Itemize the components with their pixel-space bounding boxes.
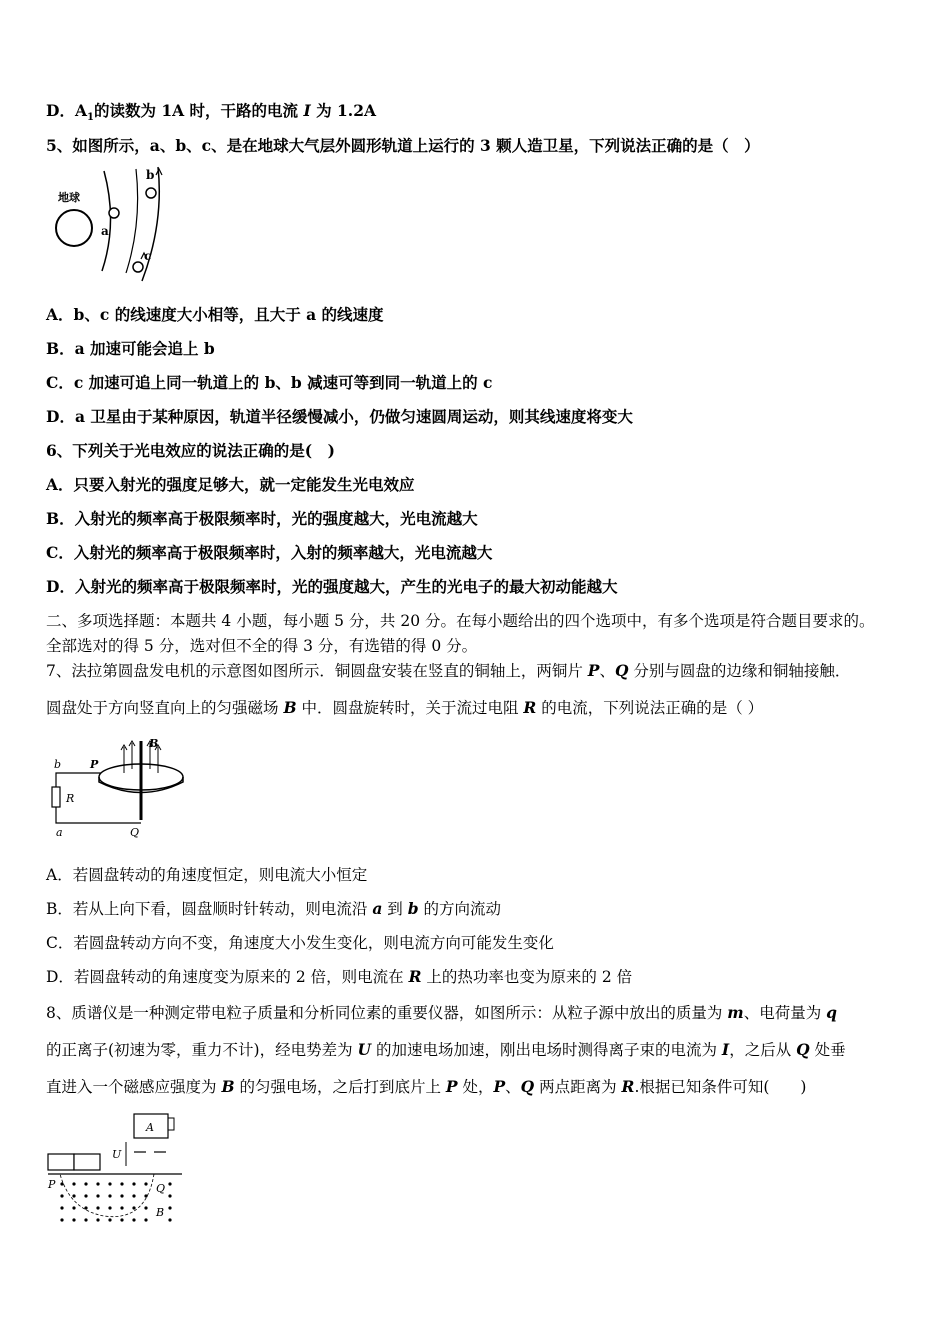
label-a: a (101, 224, 109, 238)
label-U: U (112, 1148, 122, 1161)
q5-option-a: A．b、c 的线速度大小相等，且大于 a 的线速度 (46, 305, 384, 324)
q8-mass-spectrometer-figure (46, 1110, 186, 1225)
q8-stem-line2: 的正离子(初速为零，重力不计)，经电势差为 U 的加速电场加速，刚出电场时测得离子束的电流为 I，之后从 Q 处垂 (46, 1040, 846, 1059)
q5-option-b: B．a 加速可能会追上 b (46, 339, 215, 358)
q5-option-d: D．a 卫星由于某种原因，轨道半径缓慢减小，仍做匀速圆周运动，则其线速度将变大 (46, 407, 633, 426)
label-a: a (56, 826, 63, 839)
label-B: B (156, 1206, 165, 1219)
q6-option-c: C．入射光的频率高于极限频率时，入射的频率越大，光电流越大 (46, 543, 493, 562)
q7-disk-generator-figure (46, 735, 196, 840)
label-Q: Q (130, 826, 140, 839)
q6-option-b: B．入射光的频率高于极限频率时，光的强度越大，光电流越大 (46, 509, 478, 528)
label-c: c (144, 249, 152, 263)
q5-stem: 5、如图所示，a、b、c、是在地球大气层外圆形轨道上运行的 3 颗人造卫星，下列说法正确的是（ ） (46, 136, 760, 155)
section2-line2: 全部选对的得 5 分，选对但不全的得 3 分，有选错的得 0 分。 (46, 637, 478, 655)
q4-option-d: D．$A_1$的读数为 1A 时，干路的电流 I 为 1.2A (46, 101, 377, 124)
q8-stem-line1: 8、质谱仪是一种测定带电粒子质量和分析同位素的重要仪器，如图所示：从粒子源中放出的质量为 m、电荷量为 q (46, 1003, 837, 1022)
photo-plate-left (48, 1154, 74, 1170)
label-Q: Q (156, 1182, 166, 1195)
satellite-b (146, 188, 156, 198)
q7-option-c: C．若圆盘转动方向不变，角速度大小发生变化，则电流方向可能发生变化 (46, 934, 554, 952)
earth-circle (56, 210, 92, 246)
satellite-a (109, 208, 119, 218)
q6-option-a: A．只要入射光的强度足够大，就一定能发生光电效应 (46, 475, 415, 494)
orbit-inner (126, 169, 138, 273)
label-P: P (90, 758, 99, 771)
q7-option-a: A．若圆盘转动的角速度恒定，则电流大小恒定 (46, 866, 368, 884)
label-b: b (146, 168, 155, 182)
q5-option-c: C．c 加速可追上同一轨道上的 b、b 减速可等到同一轨道上的 c (46, 373, 493, 392)
label-P: P (48, 1178, 56, 1191)
label-R: R (66, 792, 75, 805)
resistor-R (52, 787, 60, 807)
q7-stem-line1: 7、法拉第圆盘发电机的示意图如图所示．铜圆盘安装在竖直的铜轴上，两铜片 P、Q 分别与圆盘的边缘和铜轴接触． (46, 661, 851, 680)
label-B: B (149, 737, 159, 750)
q8-stem-line3: 直进入一个磁感应强度为 B 的匀强电场，之后打到底片上 P 处，P、Q 两点距离为 R.根据已知条件可知( ) (46, 1077, 807, 1096)
q7-option-d: D．若圆盘转动的角速度变为原来的 2 倍，则电流在 R 上的热功率也变为原来的 2 倍 (46, 967, 633, 986)
label-b: b (54, 758, 62, 771)
label-A: A (146, 1121, 154, 1134)
section2-line1: 二、多项选择题：本题共 4 小题，每小题 5 分，共 20 分。在每小题给出的四个选项中，有多个选项是符合题目要求的。 (46, 612, 875, 630)
q7-stem-line2: 圆盘处于方向竖直向上的匀强磁场 B 中．圆盘旋转时，关于流过电阻 R 的电流，下列说法正确的是（ ） (46, 698, 764, 717)
satellite-c (133, 262, 143, 272)
q5-satellite-figure (46, 163, 176, 288)
magnetic-field-dots (60, 1182, 171, 1221)
orbit-a (102, 171, 111, 271)
q6-stem: 6、下列关于光电效应的说法正确的是( ) (46, 441, 335, 460)
q6-option-d: D．入射光的频率高于极限频率时，光的强度越大，产生的光电子的最大初动能越大 (46, 577, 618, 596)
orbit-bc (142, 167, 159, 281)
earth-label: 地球 (58, 191, 80, 204)
q7-option-b: B．若从上向下看，圆盘顺时针转动，则电流沿 a 到 b 的方向流动 (46, 899, 502, 918)
photo-plate-right (74, 1154, 100, 1170)
